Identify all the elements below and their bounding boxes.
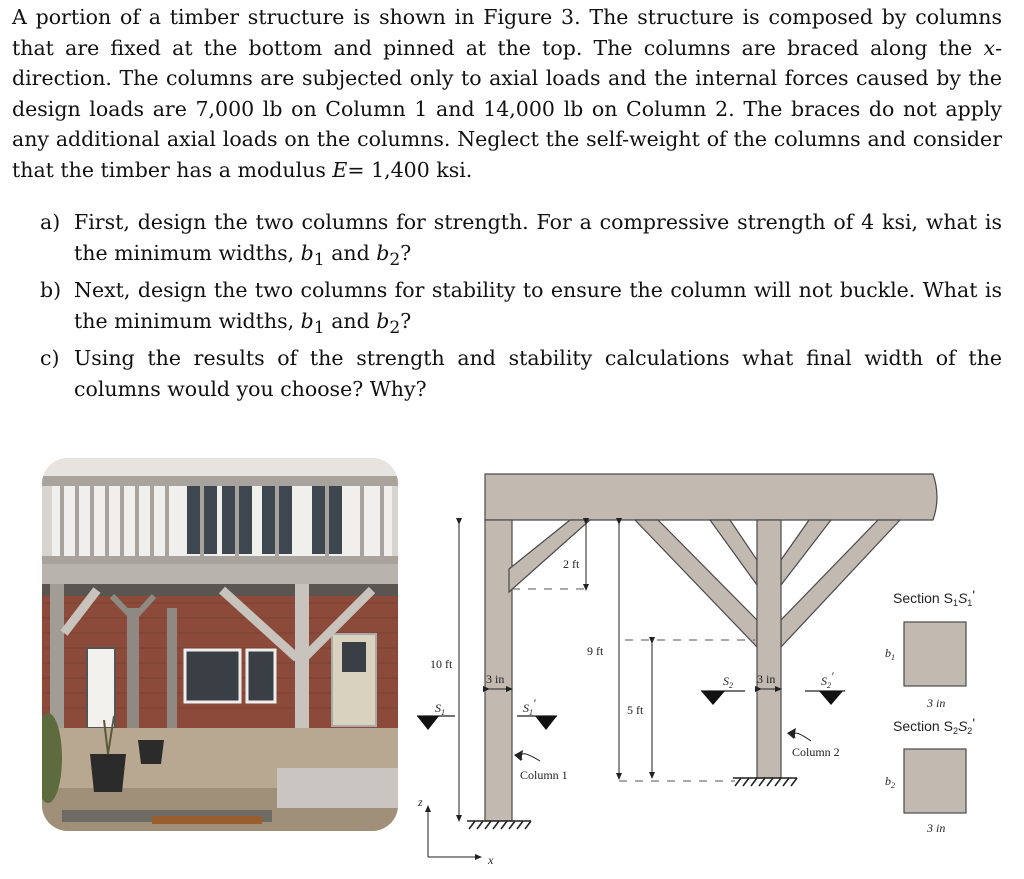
column-2 [757, 520, 781, 778]
section-2-b2-label: $b_2$ [885, 774, 895, 790]
column-2-pointer [794, 733, 811, 741]
brace-column-2-right-inner [781, 520, 831, 585]
deck-photo-illustration [42, 458, 398, 831]
dim-10ft-label: 10 ft [430, 657, 453, 671]
section-arrow-s2 [701, 691, 725, 705]
section-1-b1-label: $b_1$ [885, 646, 895, 662]
structure-diagram-svg [405, 455, 1015, 875]
section-1-title: Section $S_1S_1'$ [893, 587, 975, 608]
question-label: c) [40, 346, 60, 371]
deck-photo [42, 458, 398, 831]
question-a [40, 207, 1002, 275]
question-text: First, design the two columns for strength. For a compressive strength of 4 ksi, what is the minimum widths, $b_1$ and $b_2$? [74, 210, 1002, 270]
section-1-square [904, 622, 966, 686]
question-text: Next, design the two columns for stability to ensure the column will not buckle. What is the minimum widths, $b_1$ and $b_2$? [74, 278, 1002, 338]
dim-3in-column-1-label: 3 in [486, 672, 505, 686]
section-1-width-label: 3 in [927, 696, 946, 710]
fixed-support-column-1 [467, 821, 531, 829]
intro-part-3: = 1,400 ksi. [347, 157, 473, 182]
section-mark-s1-prime: $S_1'$ [523, 696, 536, 717]
section-arrow-s2-prime [819, 691, 843, 705]
brace-column-1 [509, 520, 590, 592]
section-arrow-s1-prime [535, 716, 557, 730]
question-label: b) [40, 278, 62, 303]
dim-2ft-label: 2 ft [563, 557, 580, 571]
problem-statement [12, 2, 1002, 185]
section-mark-s1: $S_1$ [435, 701, 445, 717]
column-1-pointer [521, 754, 540, 761]
section-2-width-label: 3 in [927, 821, 946, 835]
x-axis-label: x [488, 853, 494, 867]
section-mark-s2: $S_2$ [723, 674, 733, 690]
column-1 [485, 520, 512, 821]
column-1-label: Column 1 [520, 768, 568, 782]
intro-e-variable: E [332, 157, 348, 182]
question-label: a) [40, 210, 61, 234]
intro-part-1: A portion of a timber structure is shown in Figure 3. The structure is composed by columns that are fixed at the bottom and pinned at the top. The columns are braced along the [12, 5, 1002, 60]
dim-9ft-label: 9 ft [587, 644, 604, 658]
question-list [40, 207, 1002, 404]
intro-x-variable: x [983, 35, 996, 60]
dim-3in-column-2-label: 3 in [757, 672, 776, 686]
column-2-label: Column 2 [792, 745, 840, 759]
structure-diagram [405, 455, 1015, 879]
question-text: Using the results of the strength and stability calculations what final width of the columns would you choose? Why? [74, 346, 1002, 401]
brace-column-2-left-inner [710, 520, 757, 585]
section-arrow-s1 [417, 716, 439, 730]
top-beam [485, 474, 937, 520]
dim-5ft-label: 5 ft [627, 703, 644, 717]
question-b [40, 275, 1002, 343]
fixed-support-column-2 [733, 778, 797, 786]
z-axis-label: z [418, 795, 423, 809]
intro-part-2: -direction. The columns are subjected only to axial loads and the internal forces caused by the design loads are 7,000 lb on Column 1 and 14,000 lb on Column 2. The braces do not apply any additional axial loads on the columns. Neglect the self-weight of the columns and consider that the timber has a modulus [12, 35, 1002, 182]
section-2-square [904, 749, 966, 813]
section-mark-s2-prime: $S_2'$ [821, 669, 834, 690]
question-c [40, 343, 1002, 404]
section-2-title: Section $S_2S_2'$ [893, 715, 975, 736]
